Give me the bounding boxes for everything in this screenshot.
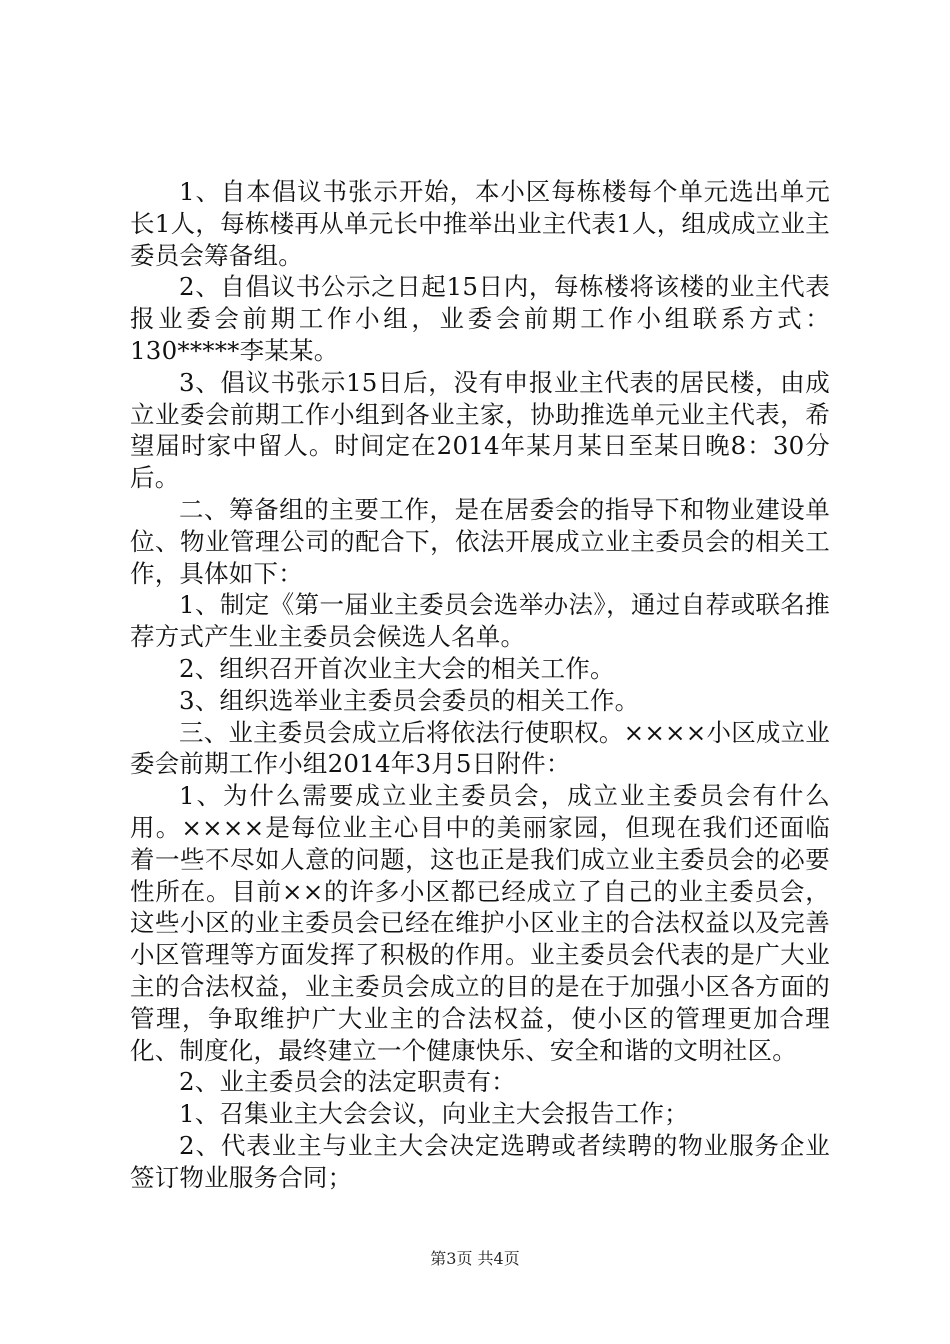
paragraph-1: 1、自本倡议书张示开始，本小区每栋楼每个单元选出单元长1人，每栋楼再从单元长中推举出业主代表1人，组成成立业主委员会筹备组。 <box>130 177 830 270</box>
document-body <box>130 176 830 1194</box>
paragraph-3: 3、倡议书张示15日后，没有申报业主代表的居民楼，由成立业委会前期工作小组到各业主家，协助推选单元业主代表，希望届时家中留人。时间定在2014年某月某日至某日晚8：30分后。 <box>130 367 830 493</box>
paragraph-8: 三、业主委员会成立后将依法行使职权。××××小区成立业委会前期工作小组2014年3月5日附件： <box>130 717 831 779</box>
paragraph-5: 1、制定《第一届业主委员会选举办法》，通过自荐或联名推荐方式产生业主委员会候选人名单。 <box>130 590 830 652</box>
paragraph-10: 2、业主委员会的法定职责有： <box>179 1067 516 1097</box>
paragraph-2: 2、自倡议书公示之日起15日内，每栋楼将该楼的业主代表报业委会前期工作小组，业委会前期工作小组联系方式：130*****李某某。 <box>130 272 830 365</box>
paragraph-9: 1、为什么需要成立业主委员会，成立业主委员会有什么用。××××是每位业主心目中的美丽家园，但现在我们还面临着一些不尽如人意的问题，这也正是我们成立业主委员会的必要性所在。目前××的许多小区都已经成立了自己的业主委员会，这些小区的业主委员会已经在维护小区业主的合法权益以及完善小区管理等方面发挥了积极的作用。业主委员会代表的是广大业主的合法权益，业主委员会成立的目的是在于加强小区各方面的管理，争取维护广大业主的合法权益，使小区的管理更加合理化、制度化，最终建立一个健康快乐、安全和谐的文明社区。 <box>130 781 830 1065</box>
paragraph-6: 2、组织召开首次业主大会的相关工作。 <box>179 653 615 683</box>
page-footer: 第3页 共4页 <box>430 1249 520 1268</box>
paragraph-4: 二、筹备组的主要工作，是在居委会的指导下和物业建设单位、物业管理公司的配合下，依法开展成立业主委员会的相关工作，具体如下： <box>130 494 830 588</box>
paragraph-7: 3、组织选举业主委员会委员的相关工作。 <box>179 685 640 715</box>
paragraph-12: 2、代表业主与业主大会决定选聘或者续聘的物业服务企业签订物业服务合同； <box>130 1130 830 1192</box>
paragraph-11: 1、召集业主大会会议，向业主大会报告工作； <box>179 1099 689 1129</box>
